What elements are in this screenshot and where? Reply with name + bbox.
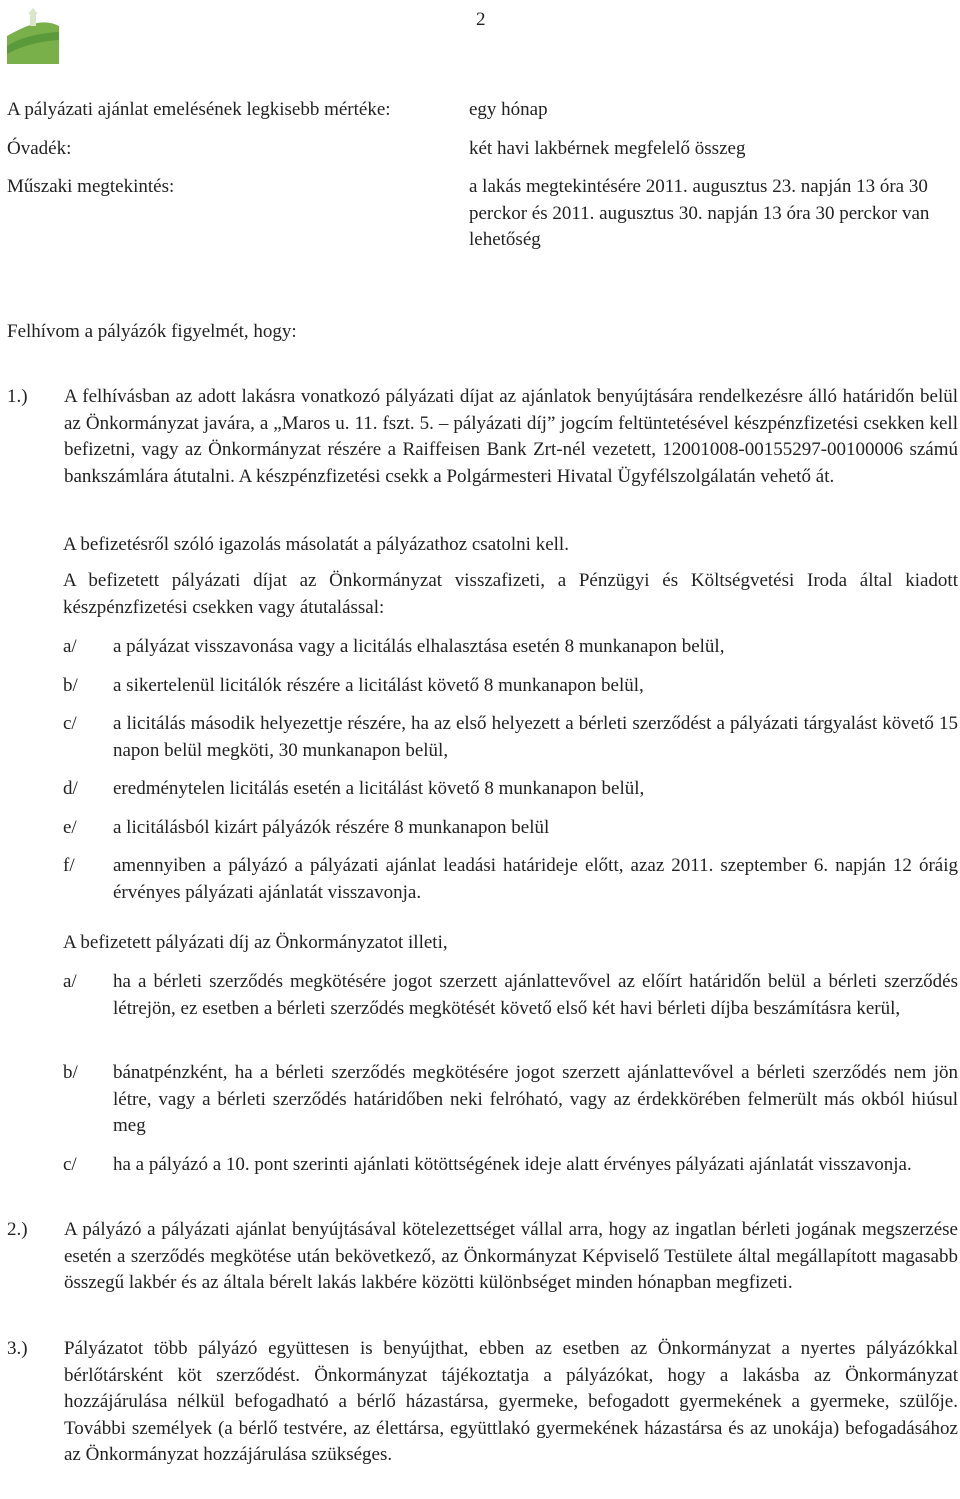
page-number: 2 bbox=[476, 9, 486, 30]
section-1-proof-text: A befizetésről szóló igazolás másolatát a pályázathoz csatolni kell. bbox=[63, 534, 569, 555]
detail-value-raise: egy hónap bbox=[469, 99, 548, 120]
section-1-retain-intro: A befizetett pályázati díj az Önkormányzatot illeti, bbox=[63, 932, 448, 953]
detail-value-inspection: a lakás megtekintésére 2011. augusztus 23. napján 13 óra 30 perckor és 2011. augusztus 30. napján 13 óra 30 perckor van lehetőség bbox=[469, 176, 930, 250]
section-1-refund-intro: A befizetett pályázati díjat az Önkormányzat visszafizeti, a Pénzügyi és Költségvetési Iroda által kiadott készpénzfizetési csekken vagy átutalással: bbox=[63, 570, 958, 618]
intro-text: Felhívom a pályázók figyelmét, hogy: bbox=[7, 321, 297, 342]
detail-label-inspection: Műszaki megtekintés: bbox=[7, 176, 175, 197]
detail-label-raise: A pályázati ajánlat emelésének legkisebb mértéke: bbox=[7, 99, 391, 120]
section-1-text: A felhívásban az adott lakásra vonatkozó pályázati díjat az ajánlatok benyújtására rendelkezésre álló határidőn belül az Önkormányzat javára, a „Maros u. 11. fszt. 5. – pályázati díj” jogcím feltüntetésével készpénzfizetési csekken kell befizetni, vagy az Önkormányzat részére a Raiffeisen Bank Zrt-nél vezetett, 12001008-00155297-00100006 számú bankszámlára átutalni. A készpénzfizetési csekk a Polgármesteri Hivatal Ügyfélszolgálatán vehető át. bbox=[64, 386, 958, 487]
section-3-text: Pályázatot több pályázó együttesen is benyújthat, ebben az esetben az Önkormányzat a nyertes pályázókkal bérlőtársként köt szerződést. Önkormányzat tájékoztatja a pályázókat, hogy a lakásba az Önkormányzat hozzájárulása nélkül befogadható a bérlő házastársa, gyermeke, befogadott gyermekének a gyermeke, szülője. További személyek (a bérlő testvére, az élettársa, együttlakó gyermekének házastársa és az unokája) befogadásához az Önkormányzat hozzájárulása szükséges. bbox=[64, 1338, 958, 1465]
detail-value-deposit: két havi lakbérnek megfelelő összeg bbox=[469, 138, 746, 159]
section-3-label: 3.) bbox=[7, 1338, 28, 1359]
section-1-label: 1.) bbox=[7, 386, 28, 407]
section-2-label: 2.) bbox=[7, 1219, 28, 1240]
detail-label-deposit: Óvadék: bbox=[7, 138, 72, 159]
municipality-logo bbox=[7, 6, 59, 64]
section-2-text: A pályázó a pályázati ajánlat benyújtásával kötelezettséget vállal arra, hogy az ingatlan bérleti jogának megszerzése esetén a szerződés megkötése után bekövetkező, az Önkormányzat Képviselő Testülete által megállapított magasabb összegű lakbér és az általa bérelt lakás lakbére közötti különbséget minden hónapban megfizeti. bbox=[64, 1219, 958, 1293]
